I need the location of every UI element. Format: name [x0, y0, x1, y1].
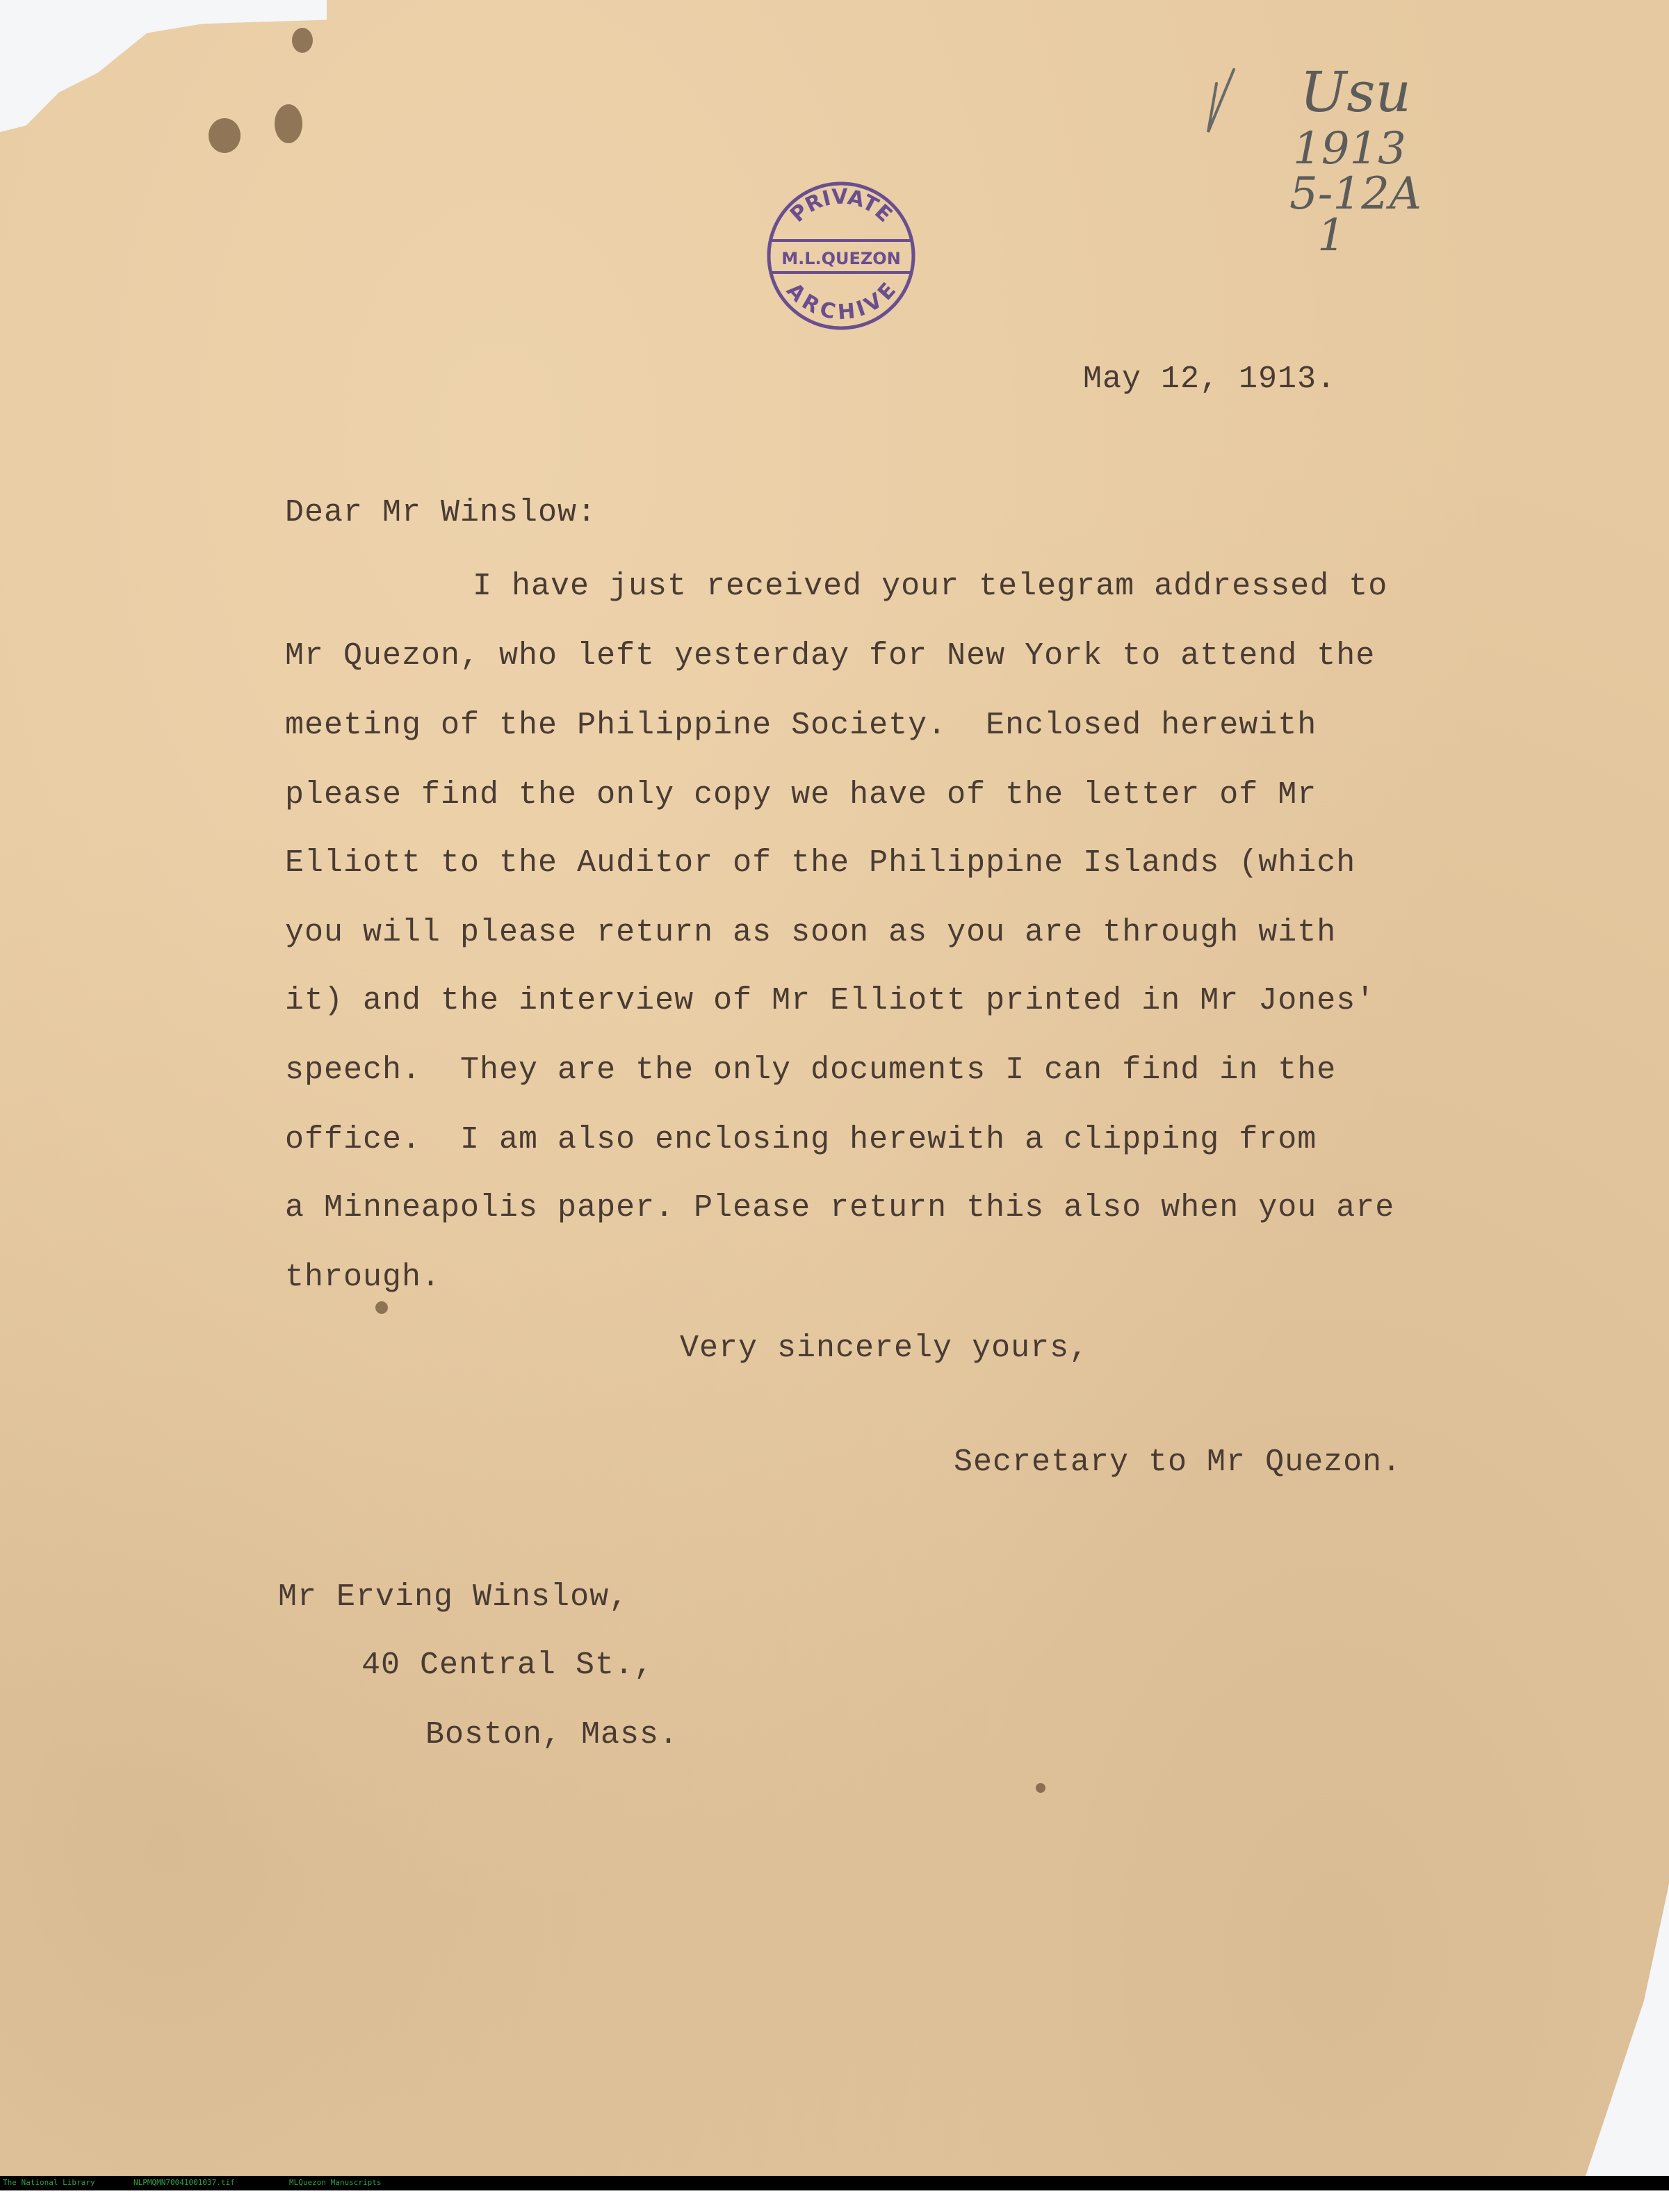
annotation-line-1: Usu — [1300, 60, 1411, 124]
stamp-seal — [765, 179, 918, 332]
svg-text:PRIVATE — [785, 185, 897, 227]
ink-stain — [292, 28, 313, 53]
archive-stamp — [765, 179, 918, 332]
letter-salutation: Dear Mr Winslow: — [285, 495, 597, 530]
stamp-middle-text: M.L.QUEZON — [781, 249, 901, 268]
body-line: please find the only copy we have of the letter of Mr — [285, 777, 1317, 813]
stamp-top-text: PRIVATE — [785, 184, 897, 227]
footer-filename: NLPMQMN70041001037.tif — [133, 2178, 235, 2187]
check-mark-icon — [1208, 70, 1234, 132]
footer-institution: The National Library — [3, 2178, 95, 2187]
body-line: you will please return as soon as you are through with — [285, 915, 1337, 950]
scan-footer — [0, 2176, 1669, 2190]
letter-date: May 12, 1913. — [1083, 361, 1337, 397]
body-line: through. — [285, 1260, 441, 1295]
ink-stain — [1036, 1783, 1045, 1793]
annotation-svg — [1196, 42, 1460, 264]
letter-closing: Very sincerely yours, — [680, 1331, 1089, 1366]
handwritten-annotation — [1196, 42, 1460, 264]
ink-stain — [275, 104, 302, 143]
body-line: meeting of the Philippine Society. Enclosed herewith — [285, 708, 1317, 743]
body-line: speech. They are the only documents I can find in the — [285, 1052, 1337, 1088]
body-line: it) and the interview of Mr Elliott printed in Mr Jones' — [285, 983, 1376, 1018]
address-line: 40 Central St., — [361, 1648, 654, 1683]
address-line: Mr Erving Winslow, — [278, 1579, 629, 1615]
body-line: I have just received your telegram addressed to — [473, 569, 1388, 604]
address-line: Boston, Mass. — [425, 1717, 679, 1752]
stamp-bottom-text: ARCHIVE — [781, 278, 901, 325]
annotation-line-2: 1913 — [1293, 123, 1406, 174]
footer-collection: MLQuezon Manuscripts — [289, 2178, 382, 2187]
annotation-line-4: 1 — [1317, 210, 1346, 261]
body-line: Mr Quezon, who left yesterday for New York to attend the — [285, 638, 1376, 674]
torn-corner-bottom — [1586, 1884, 1669, 2176]
body-line: office. I am also enclosing herewith a clipping from — [285, 1122, 1317, 1157]
annotation-line-3: 5-12A — [1289, 168, 1422, 220]
ink-stain — [375, 1301, 388, 1314]
svg-text:ARCHIVE — [781, 278, 901, 325]
body-line: Elliott to the Auditor of the Philippine Islands (which — [285, 845, 1356, 881]
letter-signature: Secretary to Mr Quezon. — [954, 1445, 1402, 1480]
ink-stain — [209, 118, 241, 153]
body-line: a Minneapolis paper. Please return this also when you are — [285, 1190, 1395, 1226]
